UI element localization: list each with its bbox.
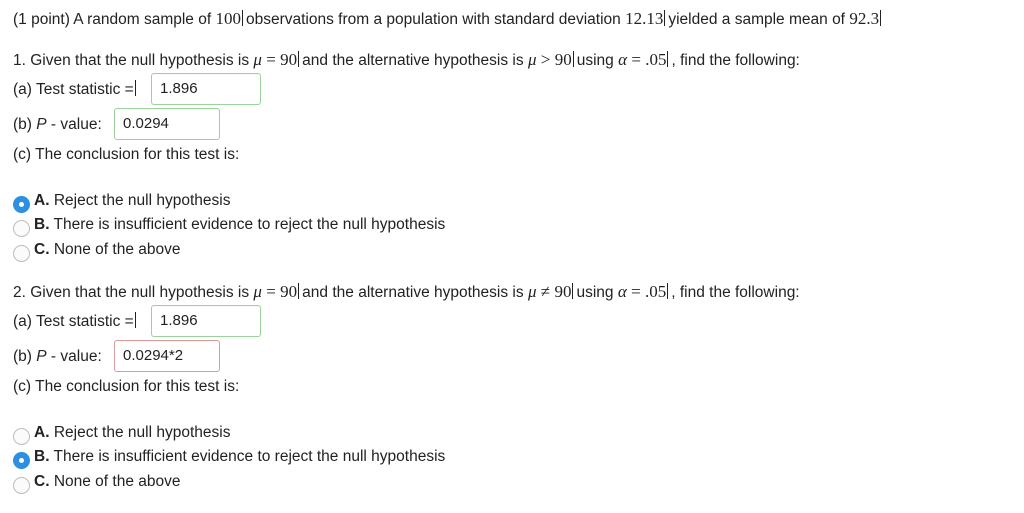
alpha-symbol: α [617, 282, 627, 301]
q1-alt-value: 90 [554, 50, 572, 69]
radio-selected-icon[interactable] [13, 196, 30, 213]
q2-alt-text: and the alternative hypothesis is [302, 284, 524, 301]
q2-tail-text: , find the following: [671, 284, 800, 301]
option-letter: C. [34, 473, 50, 490]
q2-b-prefix: (b) [13, 348, 32, 365]
equals-symbol: = [631, 282, 641, 301]
q1-p-value-label [13, 116, 102, 134]
problem-statement [13, 9, 884, 29]
q1-null-value: 90 [280, 50, 298, 69]
q2-a-label-text: (a) Test statistic = [13, 313, 134, 330]
q2-p-value-label [13, 348, 102, 366]
greater-than-symbol: > [540, 50, 551, 69]
text-cursor [880, 10, 881, 26]
option-letter: A. [34, 192, 50, 209]
q1-test-statistic-input[interactable]: 1.896 [151, 73, 261, 105]
q1-test-statistic-label [13, 80, 139, 99]
text-cursor [298, 51, 299, 67]
radio-selected-icon[interactable] [13, 452, 30, 469]
q1-b-prefix: (b) [13, 116, 32, 133]
statement-mid: observations from a population with standard deviation [245, 11, 621, 28]
q1-lead-text: 1. Given that the null hypothesis is [13, 52, 250, 69]
q1-b-suffix: - value: [50, 116, 102, 133]
q2-p-value-input[interactable]: 0.0294*2 [114, 340, 220, 372]
text-cursor [298, 283, 299, 299]
option-letter: A. [34, 424, 50, 441]
q2-hypothesis-line [13, 282, 800, 302]
text-cursor [242, 10, 243, 26]
option-letter: B. [34, 448, 50, 465]
equals-symbol: = [631, 50, 641, 69]
q1-hypothesis-line [13, 50, 800, 70]
alpha-symbol: α [618, 50, 628, 69]
text-cursor [667, 283, 668, 299]
q2-null-value: 90 [280, 282, 298, 301]
sample-size-value: 100 [215, 9, 241, 28]
radio-empty-icon[interactable] [13, 220, 30, 237]
sample-mean-value: 92.3 [849, 9, 880, 28]
std-dev-value: 12.13 [625, 9, 664, 28]
mu-symbol: μ [253, 50, 262, 69]
q1-alpha-value: .05 [645, 50, 667, 69]
q2-conclusion-label: (c) The conclusion for this test is: [13, 378, 240, 395]
text-cursor [135, 80, 136, 96]
using-text: using [576, 284, 614, 301]
option-text: None of the above [53, 241, 181, 258]
q2-lead-text: 2. Given that the null hypothesis is [13, 284, 250, 301]
mu-symbol: μ [527, 282, 537, 301]
using-text: using [576, 52, 614, 69]
text-cursor [135, 312, 136, 328]
radio-empty-icon[interactable] [13, 245, 30, 262]
q2-b-suffix: - value: [50, 348, 102, 365]
q1-tail-text: , find the following: [671, 52, 800, 69]
q2-alt-value: 90 [554, 282, 572, 301]
statement-mid2: yielded a sample mean of [668, 11, 845, 28]
q2-test-statistic-label [13, 312, 139, 331]
not-equal-symbol: ≠ [540, 282, 551, 301]
text-cursor [664, 10, 665, 26]
radio-empty-icon[interactable] [13, 428, 30, 445]
q2-test-statistic-input[interactable]: 1.896 [151, 305, 261, 337]
option-text: None of the above [53, 473, 181, 490]
p-letter: P [36, 116, 47, 133]
option-letter: B. [34, 216, 50, 233]
option-text: There is insufficient evidence to reject the null hypothesis [53, 216, 446, 233]
q1-p-value-input[interactable]: 0.0294 [114, 108, 220, 140]
statement-prefix: (1 point) A random sample of [13, 11, 212, 28]
option-text: Reject the null hypothesis [53, 192, 231, 209]
q2-alpha-value: .05 [644, 282, 667, 301]
option-text: There is insufficient evidence to reject the null hypothesis [53, 448, 446, 465]
equals-symbol: = [266, 282, 276, 301]
mu-symbol: μ [527, 50, 537, 69]
p-letter: P [36, 348, 47, 365]
option-text: Reject the null hypothesis [53, 424, 231, 441]
radio-empty-icon[interactable] [13, 477, 30, 494]
mu-symbol: μ [253, 282, 262, 301]
text-cursor [667, 51, 668, 67]
q1-a-label-text: (a) Test statistic = [13, 81, 134, 98]
option-letter: C. [34, 241, 50, 258]
text-cursor [573, 51, 574, 67]
q1-alt-text: and the alternative hypothesis is [302, 52, 524, 69]
q1-conclusion-label: (c) The conclusion for this test is: [13, 146, 240, 163]
text-cursor [572, 283, 573, 299]
equals-symbol: = [266, 50, 276, 69]
